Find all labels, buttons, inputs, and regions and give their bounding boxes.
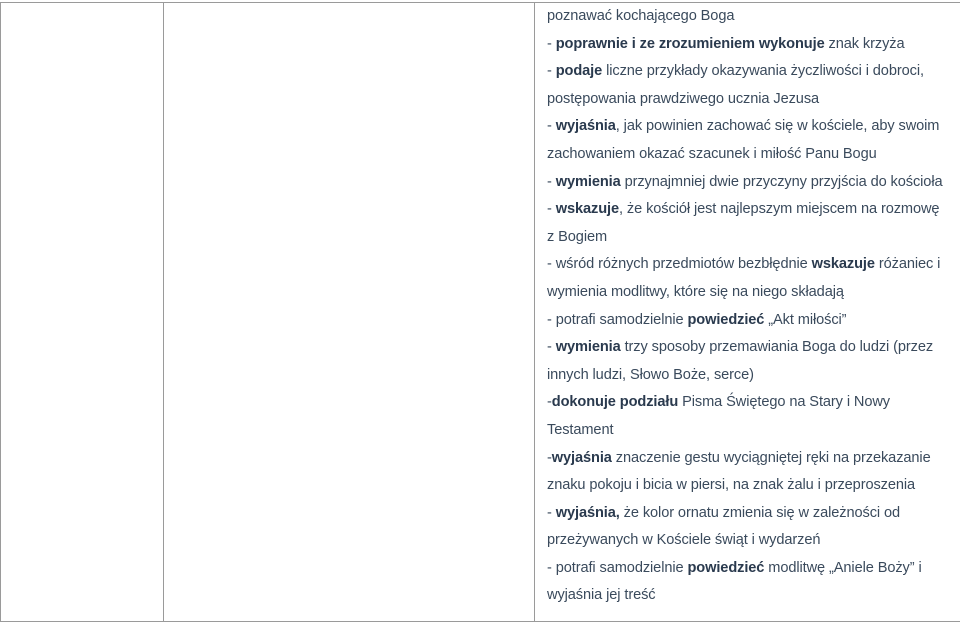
requirement-verb: wymienia (556, 174, 621, 190)
requirement-text: modlitwę „Aniele Boży” i (764, 560, 921, 576)
requirement-text: Testament (547, 422, 613, 438)
requirement-line (547, 141, 960, 169)
requirement-verb: wskazuje (812, 256, 875, 272)
requirement-line (547, 362, 960, 390)
requirement-line (547, 389, 960, 417)
requirement-text: - (547, 505, 556, 521)
requirement-text: - (547, 201, 556, 217)
requirement-text: przeżywanych w Kościele świąt i wydarzeń (547, 532, 820, 548)
requirement-text: - wśród różnych przedmiotów bezbłędnie (547, 256, 812, 272)
requirement-line (547, 169, 960, 197)
requirement-text: że kolor ornatu zmienia się w zależności od (620, 505, 900, 521)
requirement-text: - (547, 394, 552, 410)
requirement-line (547, 582, 960, 610)
requirement-text: wyjaśnia jej treść (547, 587, 656, 603)
requirement-text: trzy sposoby przemawiania Boga do ludzi (przez (621, 339, 933, 355)
requirement-line (547, 555, 960, 583)
requirement-line (547, 3, 960, 31)
requirements-table (0, 2, 960, 622)
requirement-text: - (547, 63, 556, 79)
requirement-line (547, 58, 960, 86)
table-cell-requirements (535, 3, 960, 622)
requirement-verb: powiedzieć (687, 312, 764, 328)
requirement-text: innych ludzi, Słowo Boże, serce) (547, 367, 754, 383)
requirement-line (547, 472, 960, 500)
requirement-text: liczne przykłady okazywania życzliwości i dobroci, (602, 63, 924, 79)
requirement-line (547, 527, 960, 555)
requirement-line (547, 307, 960, 335)
requirement-line (547, 113, 960, 141)
requirements-list (535, 3, 960, 610)
requirement-text: znaku pokoju i bicia w piersi, na znak żalu i przeproszenia (547, 477, 915, 493)
requirement-text: - (547, 174, 556, 190)
requirement-text: z Bogiem (547, 229, 607, 245)
requirement-text: , że kościół jest najlepszym miejscem na rozmowę (619, 201, 939, 217)
table-cell-empty-1 (1, 3, 164, 622)
requirement-line (547, 251, 960, 279)
requirement-line (547, 196, 960, 224)
requirement-line (547, 224, 960, 252)
requirement-text: „Akt miłości” (764, 312, 846, 328)
requirement-text: przynajmniej dwie przyczyny przyjścia do kościoła (621, 174, 943, 190)
requirement-text: zachowaniem okazać szacunek i miłość Panu Bogu (547, 146, 877, 162)
requirement-verb: wskazuje (556, 201, 619, 217)
requirement-text: - (547, 339, 556, 355)
requirement-line (547, 279, 960, 307)
requirement-text: poznawać kochającego Boga (547, 8, 734, 24)
requirement-text: - (547, 450, 552, 466)
requirement-text: - potrafi samodzielnie (547, 312, 687, 328)
requirement-verb: wyjaśnia (552, 450, 612, 466)
requirement-text: Pisma Świętego na Stary i Nowy (678, 394, 890, 410)
requirement-verb: poprawnie i ze zrozumieniem wykonuje (556, 36, 825, 52)
requirement-line (547, 500, 960, 528)
requirement-verb: powiedzieć (687, 560, 764, 576)
requirement-line (547, 445, 960, 473)
requirement-text: wymienia modlitwy, które się na niego składają (547, 284, 844, 300)
requirement-verb: dokonuje podziału (552, 394, 678, 410)
requirement-verb: podaje (556, 63, 602, 79)
requirement-line (547, 31, 960, 59)
requirement-text: , jak powinien zachować się w kościele, aby swoim (616, 118, 940, 134)
requirement-text: znak krzyża (825, 36, 905, 52)
requirement-verb: wyjaśnia (556, 118, 616, 134)
requirement-text: postępowania prawdziwego ucznia Jezusa (547, 91, 819, 107)
requirement-text: - (547, 118, 556, 134)
table-row (1, 3, 960, 622)
requirement-text: znaczenie gestu wyciągniętej ręki na przekazanie (612, 450, 931, 466)
requirement-text: - potrafi samodzielnie (547, 560, 687, 576)
requirement-verb: wyjaśnia, (556, 505, 620, 521)
requirement-verb: wymienia (556, 339, 621, 355)
requirement-line (547, 86, 960, 114)
requirement-text: różaniec i (875, 256, 940, 272)
table-cell-empty-2 (164, 3, 535, 622)
requirement-line (547, 334, 960, 362)
requirement-text: - (547, 36, 556, 52)
requirement-line (547, 417, 960, 445)
